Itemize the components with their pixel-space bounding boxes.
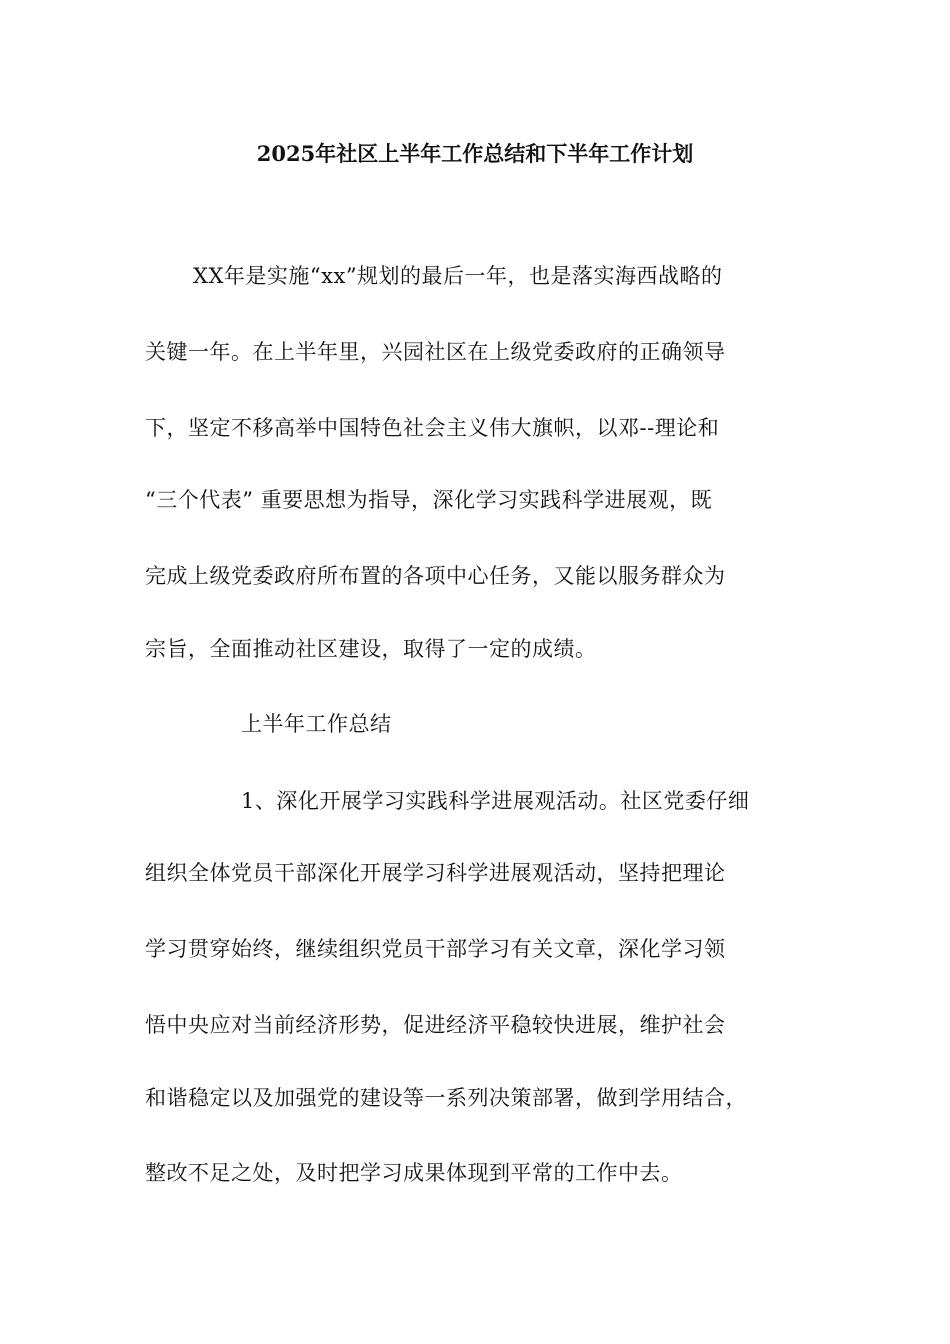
- paragraph-line: 宗旨，全面推动社区建设，取得了一定的成绩。: [145, 637, 597, 661]
- paragraph-line: 悟中央应对当前经济形势，促进经济平稳较快进展，维护社会: [145, 1013, 726, 1037]
- paragraph-line: 完成上级党委政府所布置的各项中心任务，又能以服务群众为: [145, 564, 726, 588]
- paragraph-line: XX年是实施“xx”规划的最后一年，也是落实海西战略的: [193, 264, 723, 288]
- paragraph-line: 学习贯穿始终，继续组织党员干部学习有关文章，深化学习领: [145, 937, 726, 961]
- paragraph-line: 和谐稳定以及加强党的建设等一系列决策部署，做到学用结合，: [145, 1086, 747, 1110]
- paragraph-line: 1、深化开展学习实践科学进展观活动。社区党委仔细: [241, 789, 750, 813]
- paragraph-line: 关键一年。在上半年里，兴园社区在上级党委政府的正确领导: [145, 340, 726, 364]
- section-heading: 上半年工作总结: [241, 712, 392, 736]
- paragraph-line: “三个代表” 重要思想为指导，深化学习实践科学进展观，既: [145, 488, 713, 512]
- document-title: 2025年社区上半年工作总结和下半年工作计划: [256, 141, 694, 166]
- paragraph-line: 整改不足之处，及时把学习成果体现到平常的工作中去。: [145, 1161, 683, 1185]
- paragraph-line: 下，坚定不移高举中国特色社会主义伟大旗帜，以邓--理论和: [145, 416, 720, 440]
- paragraph-line: 组织全体党员干部深化开展学习科学进展观活动，坚持把理论: [145, 861, 726, 885]
